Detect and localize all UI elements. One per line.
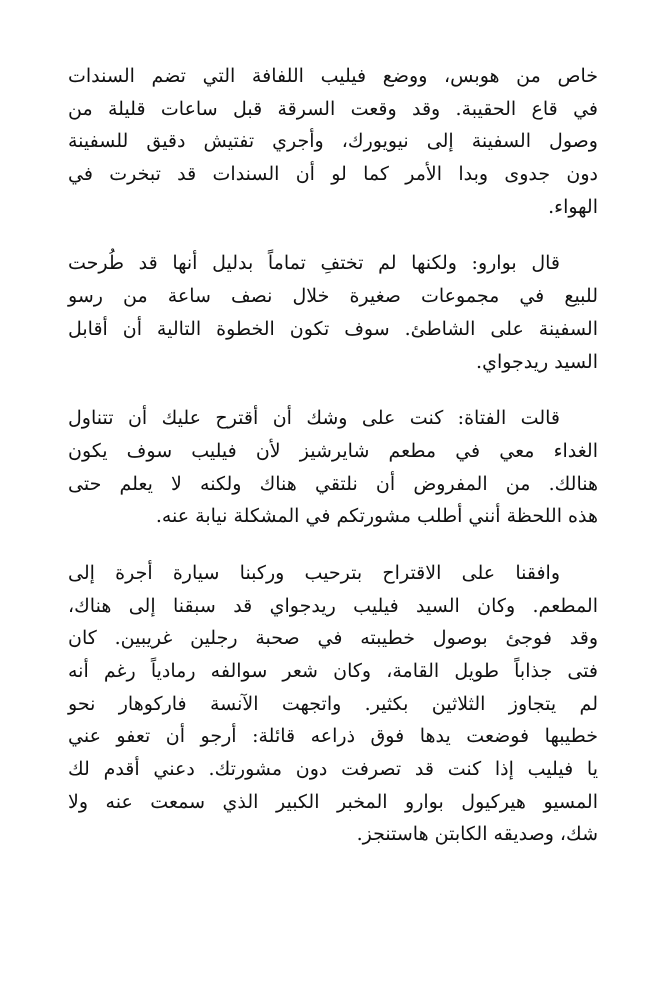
text-line: الهواء. bbox=[548, 195, 598, 218]
text-line: فتى جذاباً طويل القامة، وكان شعر سوالفه رمادياً رغم أنه bbox=[68, 660, 599, 682]
text-line: وصول السفينة إلى نيويورك، وأجري تفتيش دقيق للسفينة bbox=[68, 130, 598, 153]
text-line: قال بوارو: ولكنها لم تختفِ تماماً بدليل أنها قد طُرحت bbox=[68, 252, 560, 275]
text-line: للبيع في مجموعات صغيرة خلال نصف ساعة من رسو bbox=[68, 285, 598, 308]
text-line: الغداء معي في مطعم شايرشيز لأن فيليب سوف يكون bbox=[68, 439, 598, 462]
text-line: المسيو هيركيول بوارو المخبر الكبير الذي سمعت عنه ولا bbox=[68, 790, 598, 813]
text-line: شك، وصديقه الكابتن هاستنجز. bbox=[356, 823, 598, 846]
text-line: في قاع الحقيبة. وقد وقعت السرقة قبل ساعات قليلة من bbox=[68, 97, 598, 120]
paragraph-1 bbox=[68, 60, 598, 223]
book-page bbox=[68, 60, 598, 875]
text-line: المطعم. وكان السيد فيليب ريدجواي قد سبقنا إلى هناك، bbox=[68, 594, 598, 617]
text-line: هنالك. من المفروض أن نلتقي هناك ولكنه لا يعلم حتى bbox=[68, 472, 598, 495]
text-line: لم يتجاوز الثلاثين بكثير. واتجهت الآنسة فاركوهار نحو bbox=[68, 692, 598, 715]
paragraph-3 bbox=[68, 402, 598, 533]
text-line: السيد ريدجواي. bbox=[476, 350, 598, 373]
text-line: السفينة على الشاطئ. سوف تكون الخطوة التالية أن أقابل bbox=[68, 317, 598, 340]
text-line: وافقنا على الاقتراح بترحيب وركبنا سيارة أجرة إلى bbox=[68, 561, 560, 584]
text-line: قالت الفتاة: كنت على وشك أن أقترح عليك أن تتناول bbox=[68, 407, 560, 430]
text-line: وقد فوجئ بوصول خطيبته في صحبة رجلين غريبين. كان bbox=[68, 627, 598, 650]
paragraph-2 bbox=[68, 247, 598, 378]
text-line: خاص من هوبس، ووضع فيليب اللفافة التي تضم السندات bbox=[68, 65, 598, 87]
paragraph-4 bbox=[68, 557, 598, 851]
text-line: خطيبها فوضعت يدها فوق ذراعه قائلة: أرجو أن تعفو عني bbox=[68, 725, 598, 748]
text-line: دون جدوى وبدا الأمر كما لو أن السندات قد تبخرت في bbox=[68, 163, 598, 186]
text-line: هذه اللحظة أنني أطلب مشورتكم في المشكلة نيابة عنه. bbox=[155, 505, 598, 528]
text-line: يا فيليب إذا كنت قد تصرفت دون مشورتك. دعني أقدم لك bbox=[68, 758, 598, 781]
